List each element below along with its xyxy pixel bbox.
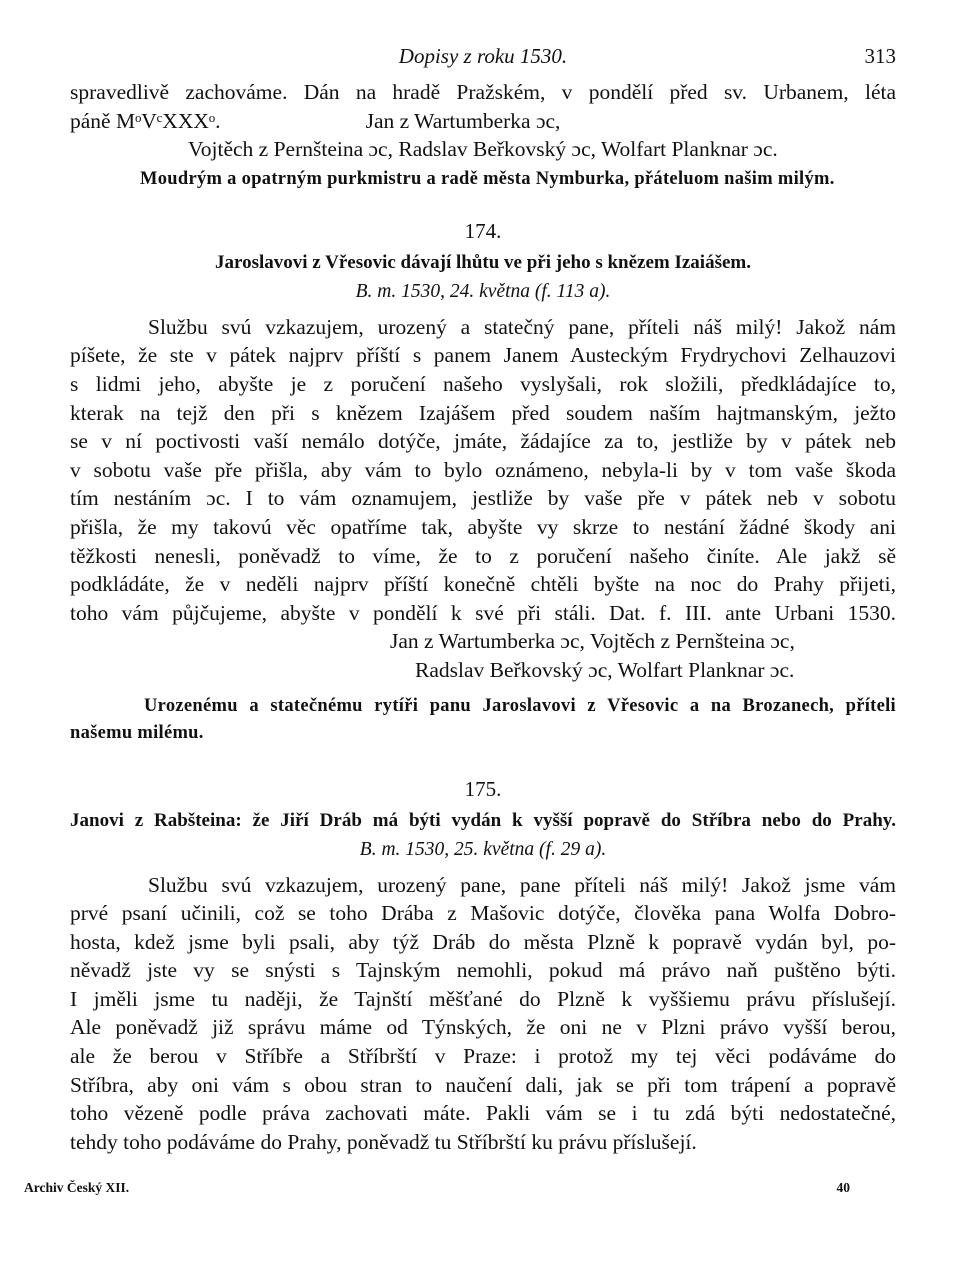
body-line: Službu svú vzkazujem, urozený pane, pane příteli náš milý! Jakož jsme vám [148, 872, 896, 897]
body-line: podkládáte, že v neděli najprv příští konečně chtěli byšte na noc do Prahy přijeti, [70, 572, 896, 597]
address-line: Urozenému a statečnému rytíři panu Jaroslavovi z Vřesovic a na Brozanech, příteli [144, 695, 896, 716]
body-line: Službu svú vzkazujem, urozený a statečný pane, příteli náš milý! Jakož nám [148, 314, 896, 339]
body-line: hosta, kdež jsme byli psali, aby týž Dráb do města Plzně k popravě vydán byl, po- [70, 929, 896, 954]
signature-line: Vojtěch z Pernšteina ɔc, Radslav Beřkovský ɔc, Wolfart Planknar ɔc. [188, 137, 778, 162]
body-line: těžkosti nenesli, poněvadž to víme, že to z poručení našeho činíte. Ale jakž sě [70, 543, 896, 568]
signature-line: Jan z Wartumberka ɔc, Vojtěch z Pernšteina ɔc, [390, 629, 795, 654]
body-line: píšete, že ste v pátek najprv příští s panem Janem Austeckým Frydrychovi Zelhauzovi [70, 343, 896, 368]
body-line: Stříbra, aby oni vám s obou stran to naučení dali, jak se při tom trápení a popravě [70, 1072, 896, 1097]
address-line: našemu milému. [70, 722, 204, 743]
body-line: tím nestáním ɔc. I to vám oznamujem, jestliže by vaše pře v pátek neb v sobotu [70, 486, 896, 511]
letter-dateline: B. m. 1530, 24. května (f. 113 a). [355, 280, 611, 302]
body-line: Ale poněvadž již správu máme od Týnských, že oni ne v Plzni právo vyšší berou, [70, 1015, 896, 1040]
body-line: kterak na tejž den při s knězem Izajášem před soudem naším hajtmanským, ježto [70, 400, 896, 425]
page-number: 313 [864, 44, 896, 68]
running-title: Dopisy z roku 1530. [398, 44, 568, 68]
body-line: něvadž jste vy se snýsti s Tajnským nemohli, pokud má právo naň puštěno býti. [70, 958, 896, 983]
letter-number: 174. [464, 218, 502, 243]
body-line: v sobotu vaše pře přišla, aby vám to bylo oznámeno, nebyla-li by v tom vaše škoda [70, 457, 896, 482]
body-line: s lidmi jeho, abyšte je z poručení našeho vyslyšali, rok složili, předkládajíce to, [70, 371, 896, 396]
letter-number: 175. [464, 776, 502, 801]
letter-175 [70, 777, 896, 1157]
signature-line: Radslav Beřkovský ɔc, Wolfart Planknar ɔc. [415, 657, 795, 682]
body-line: toho vězeně podle práva zachovati máte. Pakli vám se i tu zdá býti nedostatečné, [70, 1101, 896, 1126]
body-line: přišla, že my takovú věc opatříme tak, abyšte vy skrze to nestání žádné škody ani [70, 514, 896, 539]
folio-number: 40 [836, 1180, 850, 1195]
previous-letter-ending [70, 78, 896, 193]
document-page [70, 44, 896, 1156]
body-line: se v ní poctivosti vaší nemálo dotýče, jmáte, žádajíce za to, jestliže by v pátek neb [70, 429, 896, 454]
letter-summary: Jaroslavovi z Vřesovic dávají lhůtu ve při jeho s knězem Izaiášem. [214, 251, 751, 273]
letter-174 [70, 219, 896, 747]
signature-mark: Archiv Český XII. [24, 1180, 130, 1195]
body-line: toho vám půjčujeme, abyšte v pondělí k své při stáli. Dat. f. III. ante Urbani 1530. [70, 600, 896, 625]
page-header [70, 44, 896, 78]
text-line: páně MᵒVᶜXXXᵒ. Jan z Wartumberka ɔc, [70, 108, 561, 133]
body-line: ale že berou v Stříbře a Stříbrští v Praze: i protož my tej věci podáváme do [70, 1044, 896, 1069]
address-line: Moudrým a opatrným purkmistru a radě města Nymburka, přáteluom našim milým. [140, 168, 835, 189]
text-line: spravedlivě zachováme. Dán na hradě Pražském, v pondělí před sv. Urbanem, léta [70, 80, 896, 104]
letter-summary: Janovi z Rabšteina: že Jiří Dráb má býti vydán k vyšší popravě do Stříbra nebo do Prahy. [70, 809, 896, 831]
body-line: prvé psaní učinili, což se toho Drába z Mašovic dotýče, člověka pana Wolfa Dobro- [70, 901, 896, 926]
body-line: I jměli jsme tu naději, že Tajnští měšťané do Plzně k vyššiemu právu příslušejí. [70, 986, 896, 1011]
letter-dateline: B. m. 1530, 25. května (f. 29 a). [359, 838, 607, 860]
body-line: tehdy toho podáváme do Prahy, poněvadž tu Stříbrští ku právu příslušejí. [70, 1129, 697, 1154]
